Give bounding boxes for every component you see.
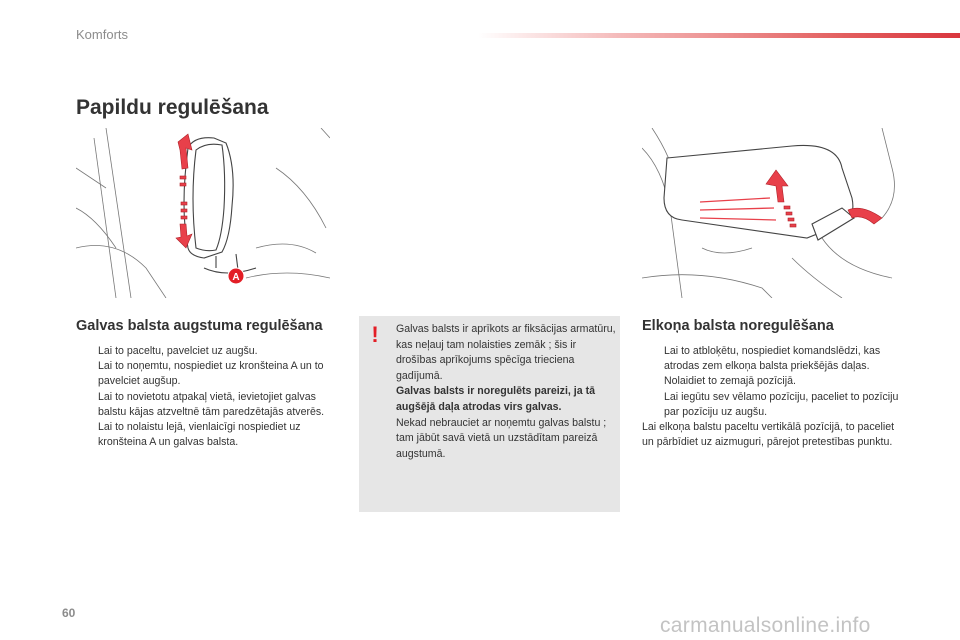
warning-text-bold: Galvas balsts ir noregulēts pareizi, ja tā augšējā daļa atrodas virs galvas.: [396, 385, 596, 413]
warning-icon: !: [371, 322, 379, 347]
armrest-list: [642, 344, 904, 420]
section-label: Komforts: [76, 27, 129, 42]
headrest-list: [76, 344, 340, 450]
armrest-heading: Elkoņa balsta noregulēšana: [642, 318, 834, 334]
list-item: Lai to noņemtu, nospiediet uz kronšteina A un to pavelciet augšup.: [98, 360, 324, 388]
armrest-section: [642, 318, 904, 450]
page-title: Papildu regulēšana: [76, 96, 269, 119]
page-number: 60: [62, 606, 76, 620]
headrest-illustration: [76, 128, 330, 298]
bracket-marker-label: A: [232, 272, 240, 283]
list-item: Lai to novietotu atpakaļ vietā, ievietojiet galvas balstu kājas atzveltnē tām paredzētajās atverēs.: [98, 390, 325, 418]
watermark: carmanualsonline.info: [660, 614, 871, 637]
warning-text-outro: Nekad nebrauciet ar noņemtu galvas balstu ; tam jābūt savā vietā un uzstādītam pareizā augstumā.: [396, 416, 607, 460]
warning-text: [396, 322, 618, 462]
header-accent-bar: [478, 33, 960, 38]
armrest-illustration: [642, 128, 902, 298]
warning-text-intro: Galvas balsts ir aprīkots ar fiksācijas armatūru, kas neļauj tam nolaisties zemāk ; šis ir drošības aprīkojums spēcīga trieciena gadījumā.: [396, 323, 616, 382]
headrest-section: [76, 318, 340, 450]
armrest-note: Lai elkoņa balstu paceltu vertikālā pozīcijā, to paceliet un pārbīdiet uz aizmuguri, pārejot pretestības punktu.: [642, 421, 895, 449]
list-item: Lai to atbloķētu, nospiediet komandslēdzi, kas atrodas zem elkoņa balsta priekšējās daļas.: [664, 345, 881, 373]
list-item: Lai iegūtu sev vēlamo pozīciju, paceliet to pozīciju par pozīciju uz augšu.: [664, 390, 899, 418]
list-item: Lai to paceltu, pavelciet uz augšu.: [98, 345, 258, 357]
headrest-heading: Galvas balsta augstuma regulēšana: [76, 318, 323, 334]
list-item: Nolaidiet to zemajā pozīcijā.: [664, 375, 796, 388]
list-item: Lai to nolaistu lejā, vienlaicīgi nospiediet uz kronšteina A un galvas balsta.: [98, 421, 301, 449]
